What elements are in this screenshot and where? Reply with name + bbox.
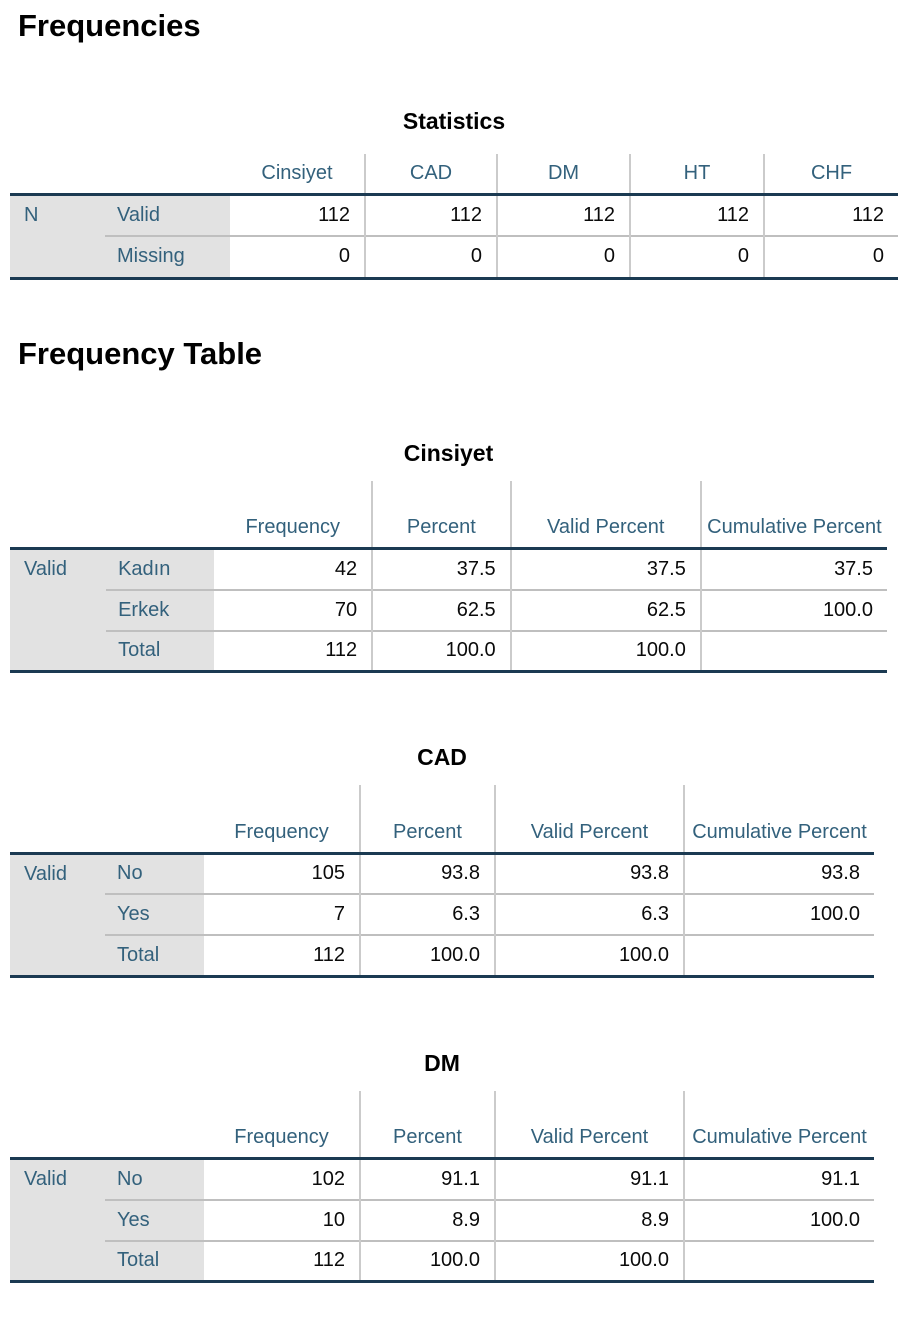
statistics-table-title: Statistics	[402, 108, 506, 134]
table-row	[10, 631, 887, 672]
table-cell: 6.3	[495, 894, 684, 935]
table-cell: 100.0	[684, 1200, 874, 1241]
table-cell: 112	[318, 203, 350, 226]
cad-table-block	[10, 742, 914, 978]
cad-table-title: CAD	[417, 744, 467, 770]
section-heading-frequencies: Frequencies	[18, 8, 201, 43]
row-group-label: N	[10, 194, 105, 278]
table-cell: 0	[230, 236, 365, 278]
table-cell: 8.9	[495, 1200, 684, 1241]
corner-cell	[10, 154, 230, 194]
table-cell: 42	[334, 557, 358, 580]
table-cell: 62.5	[511, 590, 701, 631]
table-cell: 0	[764, 236, 898, 278]
column-header: CHF	[764, 154, 898, 194]
row-label: Kadın	[106, 549, 214, 590]
cinsiyet-frequency-table	[10, 481, 887, 674]
column-header: Frequency	[214, 481, 372, 549]
header-row	[10, 785, 874, 853]
row-group-label: Valid	[10, 549, 106, 672]
column-header: Percent	[372, 481, 511, 549]
table-cell: 37.5	[511, 549, 701, 590]
table-cell: 112	[497, 194, 630, 236]
row-label: Total	[106, 631, 214, 672]
corner-cell	[10, 785, 204, 853]
column-header: Frequency	[204, 785, 360, 853]
column-header: Cinsiyet	[230, 154, 365, 194]
table-row	[10, 236, 898, 278]
column-header: HT	[630, 154, 764, 194]
table-row	[10, 894, 874, 935]
row-label: No	[105, 1159, 204, 1200]
table-cell: 93.8	[495, 853, 684, 894]
row-label: Valid	[105, 194, 230, 236]
dm-frequency-table	[10, 1091, 874, 1284]
table-cell: 100.0	[372, 631, 511, 672]
statistics-header-row	[10, 154, 898, 194]
table-cell	[701, 631, 887, 672]
table-cell: 93.8	[684, 853, 874, 894]
table-row	[10, 1200, 874, 1241]
header-row	[10, 481, 887, 549]
column-header: Frequency	[204, 1091, 360, 1159]
table-cell: 100.0	[360, 1241, 495, 1282]
dm-table-block	[10, 1048, 914, 1284]
table-cell: 112	[214, 631, 372, 672]
row-label: Yes	[105, 1200, 204, 1241]
table-row	[10, 194, 898, 236]
dm-table-title: DM	[424, 1049, 460, 1076]
column-header: Cumulative Percent	[684, 785, 874, 853]
row-label: Total	[105, 935, 204, 976]
column-header: Cumulative Percent	[684, 1091, 874, 1159]
table-cell: 0	[630, 236, 764, 278]
corner-cell	[10, 481, 214, 549]
table-cell: 100.0	[495, 935, 684, 976]
column-header: Percent	[360, 785, 495, 853]
cinsiyet-table-title: Cinsiyet	[403, 439, 494, 466]
table-row	[10, 935, 874, 976]
table-cell: 100.0	[701, 590, 887, 631]
table-cell: 62.5	[372, 590, 511, 631]
row-label: Missing	[105, 236, 230, 278]
table-cell: 91.1	[495, 1159, 684, 1200]
row-label: Yes	[105, 894, 204, 935]
column-header: CAD	[365, 154, 497, 194]
section-heading-frequency-table: Frequency Table	[18, 335, 263, 371]
table-cell: 0	[497, 236, 630, 278]
table-cell: 100.0	[360, 935, 495, 976]
table-cell: 112	[204, 1241, 360, 1282]
corner-cell	[10, 1091, 204, 1159]
table-row	[10, 590, 887, 631]
table-cell: 37.5	[372, 549, 511, 590]
table-cell: 100.0	[684, 894, 874, 935]
table-cell: 112	[630, 194, 764, 236]
table-cell: 7	[204, 894, 360, 935]
cad-frequency-table	[10, 785, 874, 978]
statistics-table-block	[10, 106, 914, 280]
table-cell: 102	[311, 1167, 345, 1190]
header-row	[10, 1091, 874, 1159]
table-cell: 0	[365, 236, 497, 278]
column-header: Cumulative Percent	[701, 481, 887, 549]
row-label: Total	[105, 1241, 204, 1282]
table-row	[10, 853, 874, 894]
table-cell: 112	[764, 194, 898, 236]
column-header: DM	[497, 154, 630, 194]
table-cell: 70	[214, 590, 372, 631]
table-cell	[684, 1241, 874, 1282]
column-header: Percent	[360, 1091, 495, 1159]
table-cell: 105	[311, 862, 345, 885]
column-header: Valid Percent	[511, 481, 701, 549]
table-cell: 91.1	[360, 1159, 495, 1200]
table-cell: 37.5	[701, 549, 887, 590]
table-cell: 100.0	[511, 631, 701, 672]
table-cell: 93.8	[360, 853, 495, 894]
table-row	[10, 1241, 874, 1282]
row-group-label: Valid	[10, 853, 105, 976]
table-row	[10, 549, 887, 590]
table-cell: 6.3	[360, 894, 495, 935]
table-cell	[684, 935, 874, 976]
table-row	[10, 1159, 874, 1200]
table-cell: 10	[204, 1200, 360, 1241]
table-cell: 91.1	[684, 1159, 874, 1200]
row-group-label: Valid	[10, 1159, 105, 1282]
statistics-table	[10, 154, 898, 280]
table-cell: 112	[365, 194, 497, 236]
column-header: Valid Percent	[495, 785, 684, 853]
table-cell: 100.0	[495, 1241, 684, 1282]
table-cell: 112	[204, 935, 360, 976]
row-label: No	[105, 853, 204, 894]
cinsiyet-table-block	[10, 438, 914, 674]
row-label: Erkek	[106, 590, 214, 631]
table-cell: 8.9	[360, 1200, 495, 1241]
column-header: Valid Percent	[495, 1091, 684, 1159]
